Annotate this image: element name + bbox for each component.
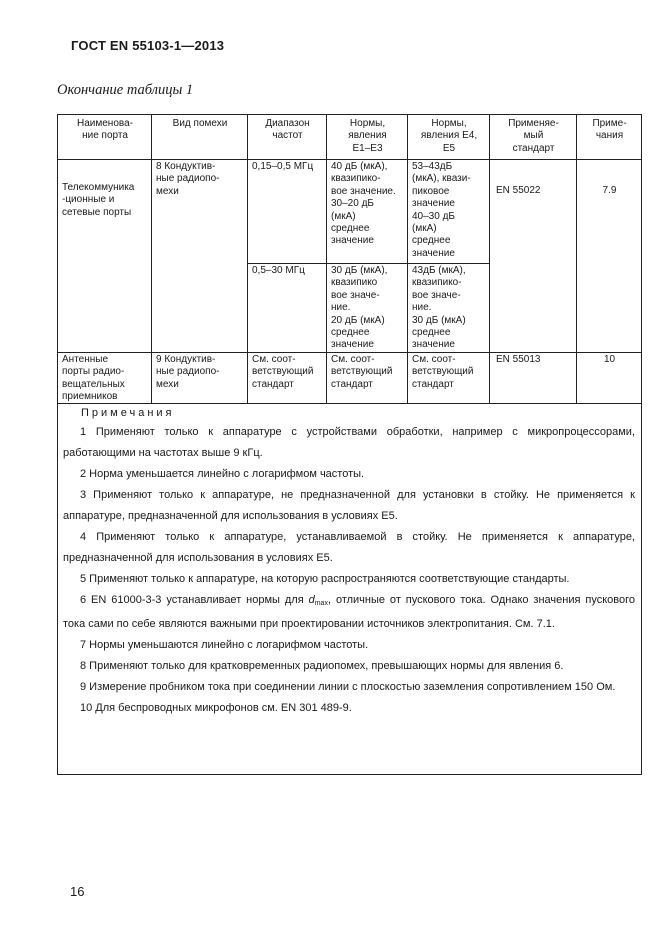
header-norms-e1-e3: Нормы, явления Е1–Е3 [327,115,408,160]
header-notes: Приме- чания [577,115,642,160]
cell-norms-e1-e3: См. соот- ветствующий стандарт [327,352,408,404]
cell-interference: 9 Кондуктив- ные радиопо- мехи [152,352,248,404]
cell-port: Телекоммуника -ционные и сетевые порты [58,160,152,353]
cell-norms-e4-e5: См. соот- ветствующий стандарт [408,352,490,404]
table-header-row [58,115,642,160]
cell-norms-e4-e5: 53–43дБ (мкА), квази- пиковое значение 40–30 дБ (мкА) среднее значение [408,160,490,264]
page-number: 16 [70,884,85,899]
cell-notes: 10 [577,352,642,404]
cell-standard: EN 55013 [490,352,577,404]
note-item: 7 Нормы уменьшаются линейно с логарифмом частоты. [80,639,369,652]
document-header: ГОСТ EN 55103-1—2013 [71,38,225,53]
header-interference: Вид помехи [152,115,248,160]
notes-cell [58,404,642,775]
note-item: 4 Применяют только к аппаратуре, устанавливаемой в стойку. Не применяется к аппаратуре, предназначенной для использования в условиях Е5. [63,531,635,565]
cell-port: Антенные порты радио- вещательных приемников [58,352,152,404]
cell-standard: EN 55022 [490,160,577,353]
note-item: 10 Для беспроводных микрофонов см. EN 301 489-9. [80,702,352,715]
note6-text-end: , отличные от пускового тока. Однако значения пускового тока сами по себе являются важными при проектировании источников электропитания. См. 7.1. [63,594,635,631]
header-frequency-range: Диапазон частот [248,115,327,160]
cell-norms-e1-e3: 30 дБ (мкА), квазипико вое значе- ние. 20 дБ (мкА) среднее значение [327,264,408,353]
note-item: 3 Применяют только к аппаратуре, не предназначенной для установки в стойку. Не применяется к аппаратуре, предназначенной для использования в условиях Е5. [63,489,635,523]
cell-range: 0,5–30 МГц [248,264,327,353]
note-item: 9 Измерение пробником тока при соединении линии с плоскостью заземления сопротивлением 150 Ом. [80,681,616,694]
table-container [57,114,641,775]
notes-heading: Примечания [81,407,175,420]
note-item: 2 Норма уменьшается линейно с логарифмом частоты. [80,468,365,481]
table-row [58,160,642,264]
table-caption: Окончание таблицы 1 [57,82,194,98]
note-item [63,590,635,635]
note-item: 1 Применяют только к аппаратуре с устройствами обработки, например с микропроцессорами, работающими на частотах выше 9 кГц. [63,426,635,460]
note6-text-start: 6 EN 61000-3-3 устанавливает нормы для [80,594,309,607]
note-item: 8 Применяют только для кратковременных радиопомех, превышающих нормы для явления 6. [80,660,564,673]
header-norms-e4-e5: Нормы, явления Е4, Е5 [408,115,490,160]
cell-range: 0,15–0,5 МГц [248,160,327,264]
note6-symbol: d [308,594,315,607]
notes-row [58,404,642,775]
header-standard: Применяе- мый стандарт [490,115,577,160]
cell-range: См. соот- ветствующий стандарт [248,352,327,404]
cell-norms-e4-e5: 43дБ (мкА), квазипико- вое значе- ние. 30 дБ (мкА) среднее значение [408,264,490,353]
header-port: Наименова- ние порта [58,115,152,160]
note6-subscript: max [314,600,328,608]
standards-table [57,114,642,775]
cell-notes: 7.9 [577,160,642,353]
cell-norms-e1-e3: 40 дБ (мкА), квазипико- вое значение. 30–20 дБ (мкА) среднее значение [327,160,408,264]
table-row [58,352,642,404]
cell-interference: 8 Кондуктив- ные радиопо- мехи [152,160,248,353]
note-item: 5 Применяют только к аппаратуре, на которую распространяются соответствующие стандарты. [80,573,570,586]
